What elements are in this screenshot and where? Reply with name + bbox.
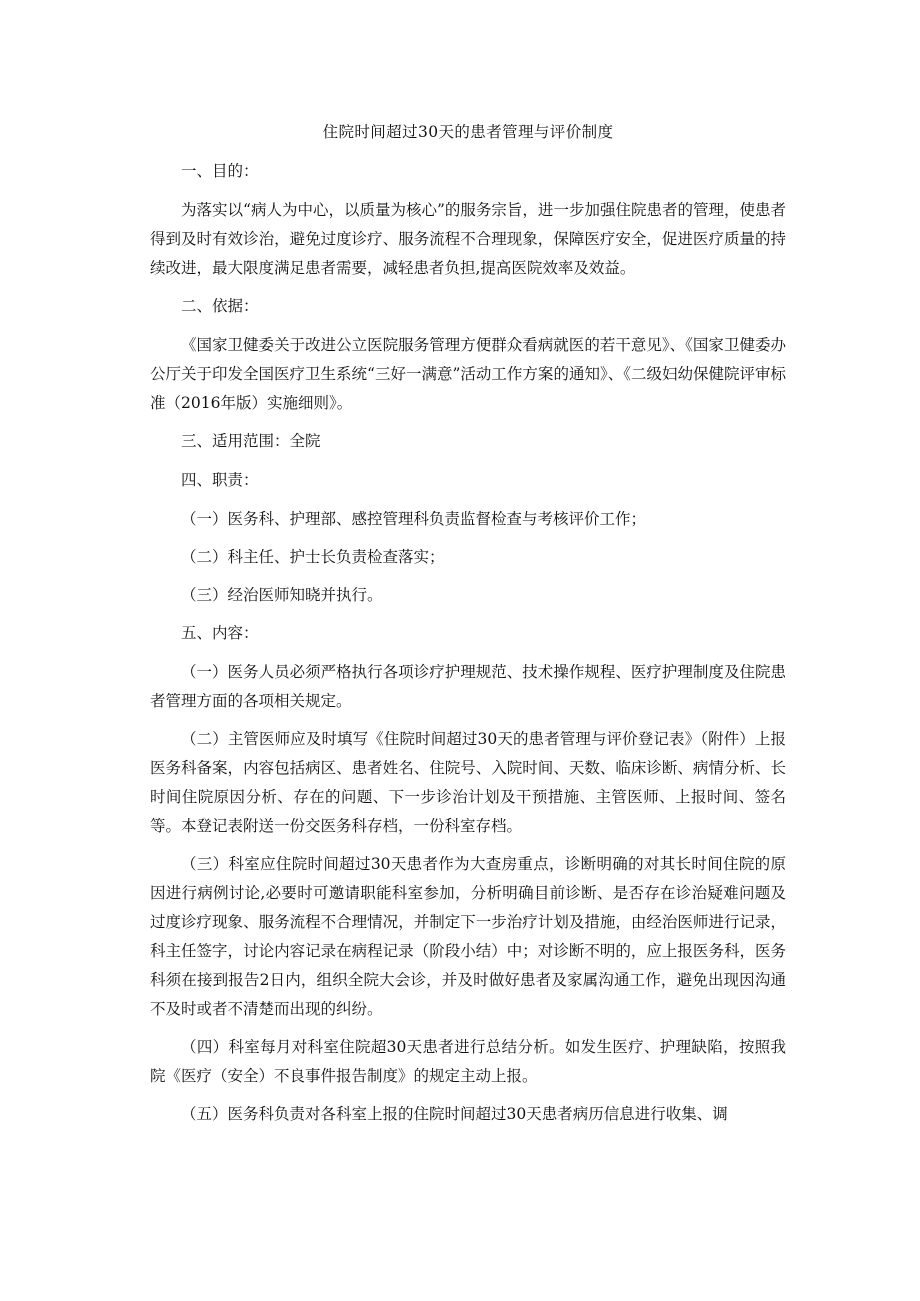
section-text-purpose: 为落实以“病人为中心，以质量为核心”的服务宗旨，进一步加强住院患者的管理，使患者得到及时有效诊治，避免过度诊疗、服务流程不合理现象，保障医疗安全，促进医疗质量的持续改进，最大限度满足患者需要，减轻患者负担,提高医院效率及效益。 — [150, 201, 786, 277]
content-item-1: （一）医务人员必须严格执行各项诊疗护理规范、技术操作规程、医疗护理制度及住院患者管理方面的各项相关规定。 — [150, 663, 786, 710]
duty-item-3: （三）经治医师知晓并执行。 — [181, 586, 383, 604]
content-item-3: （三）科室应住院时间超过30天患者作为大查房重点，诊断明确的对其长时间住院的原因进行病例讨论,必要时可邀请职能科室参加，分析明确目前诊断、是否存在诊治疑难问题及过度诊疗现象、服务流程不合理情况，并制定下一步治疗计划及措施，由经治医师进行记录，科主任签字，讨论内容记录在病程记录（阶段小结）中；对诊断不明的，应上报医务科，医务科须在接到报告2日内，组织全院大会诊，并及时做好患者及家属沟通工作，避免出现因沟通不及时或者不清楚而出现的纠纷。 — [150, 855, 786, 1018]
section-heading-duties: 四、职责： — [181, 471, 259, 489]
document-title: 住院时间超过30天的患者管理与评价制度 — [322, 123, 614, 141]
section-heading-scope: 三、适用范围：全院 — [181, 432, 321, 450]
content-item-4: （四）科室每月对科室住院超30天患者进行总结分析。如发生医疗、护理缺陷，按照我院《医疗（安全）不良事件报告制度》的规定主动上报。 — [150, 1038, 786, 1085]
section-text-basis: 《国家卫健委关于改进公立医院服务管理方便群众看病就医的若干意见》、《国家卫健委办公厅关于印发全国医疗卫生系统“三好一满意”活动工作方案的通知》、《二级妇幼保健院评审标准（2016年版）实施细则》。 — [150, 336, 786, 412]
content-item-5: （五）医务科负责对各科室上报的住院时间超过30天患者病历信息进行收集、调 — [181, 1105, 728, 1123]
section-heading-content: 五、内容： — [181, 624, 259, 642]
duty-item-2: （二）科主任、护士长负责检查落实； — [181, 548, 445, 566]
duty-item-1: （一）医务科、护理部、感控管理科负责监督检查与考核评价工作； — [181, 510, 647, 528]
content-item-2: （二）主管医师应及时填写《住院时间超过30天的患者管理与评价登记表》（附件）上报医务科备案，内容包括病区、患者姓名、住院号、入院时间、天数、临床诊断、病情分析、长时间住院原因分析、存在的问题、下一步诊治计划及干预措施、主管医师、上报时间、签名等。本登记表附送一份交医务科存档，一份科室存档。 — [150, 730, 786, 835]
section-heading-basis: 二、依据： — [181, 297, 259, 315]
section-heading-purpose: 一、目的： — [181, 162, 259, 180]
